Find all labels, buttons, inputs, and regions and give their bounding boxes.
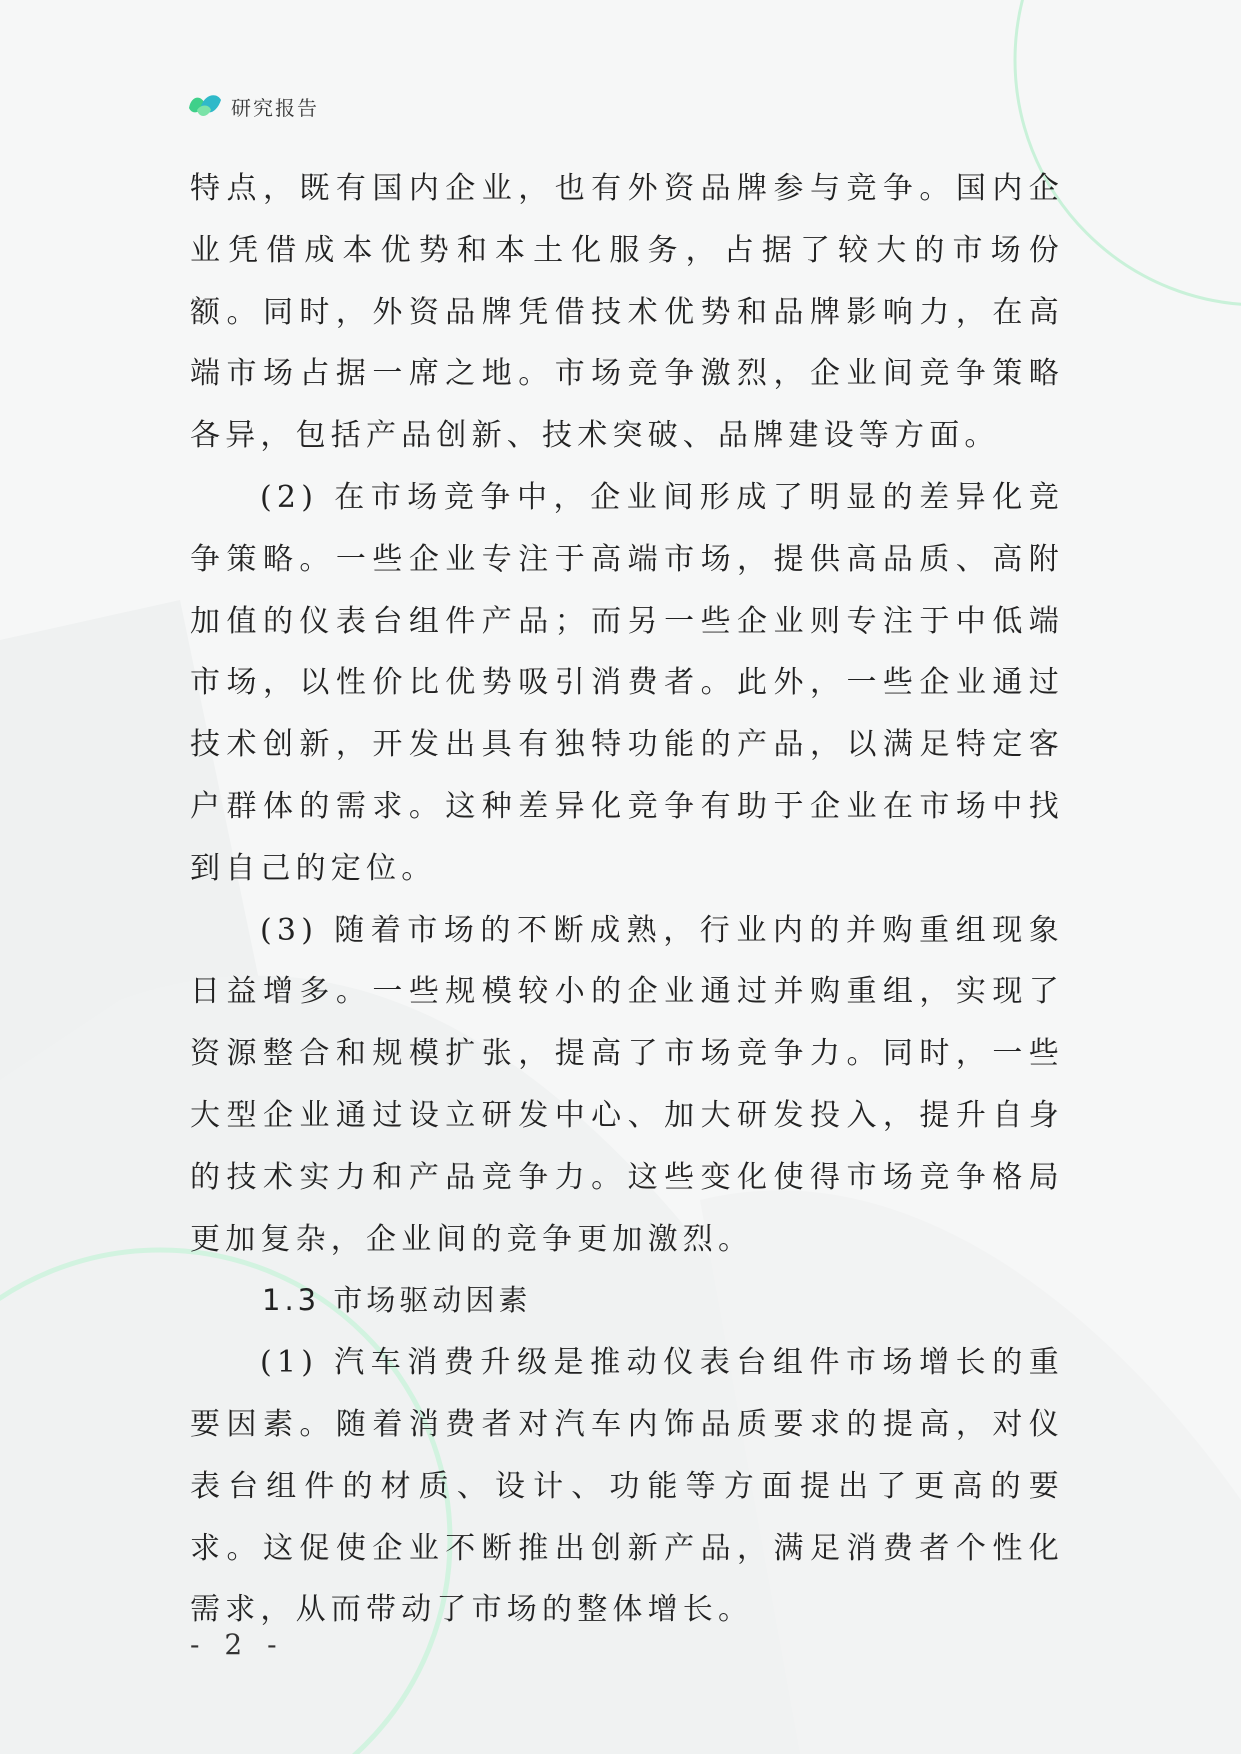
paragraph-mergers: (3) 随着市场的不断成熟，行业内的并购重组现象日益增多。一些规模较小的企业通过并购重组，实现了资源整合和规模扩张，提高了市场竞争力。同时，一些大型企业通过设立研发中心、加大研发投入，提升自身的技术实力和产品竞争力。这些变化使得市场竞争格局更加复杂，企业间的竞争更加激烈。 (190, 912, 1064, 1257)
header-title: 研究报告 (231, 95, 319, 120)
page-number: - 2 - (190, 1628, 285, 1661)
paragraph-continuation: 特点，既有国内企业，也有外资品牌参与竞争。国内企业凭借成本优势和本土化服务，占据了较大的市场份额。同时，外资品牌凭借技术优势和品牌影响力，在高端市场占据一席之地。市场竞争激烈，企业间竞争策略各异，包括产品创新、技术突破、品牌建设等方面。 (190, 171, 1064, 454)
leaf-logo-icon (187, 90, 223, 122)
paragraph-differentiation: (2) 在市场竞争中，企业间形成了明显的差异化竞争策略。一些企业专注于高端市场，提供高品质、高附加值的仪表台组件产品；而另一些企业则专注于中低端市场，以性价比优势吸引消费者。此外，一些企业通过技术创新，开发出具有独特功能的产品，以满足特定客户群体的需求。这种差异化竞争有助于企业在市场中找到自己的定位。 (190, 479, 1064, 886)
paragraph-consumption-upgrade: (1) 汽车消费升级是推动仪表台组件市场增长的重要因素。随着消费者对汽车内饰品质要求的提高，对仪表台组件的材质、设计、功能等方面提出了更高的要求。这促使企业不断推出创新产品，满足消费者个性化需求，从而带动了市场的整体增长。 (190, 1345, 1064, 1628)
section-heading: 1.3 市场驱动因素 (262, 1283, 532, 1318)
report-header (187, 86, 319, 126)
body-content (190, 158, 1064, 1641)
